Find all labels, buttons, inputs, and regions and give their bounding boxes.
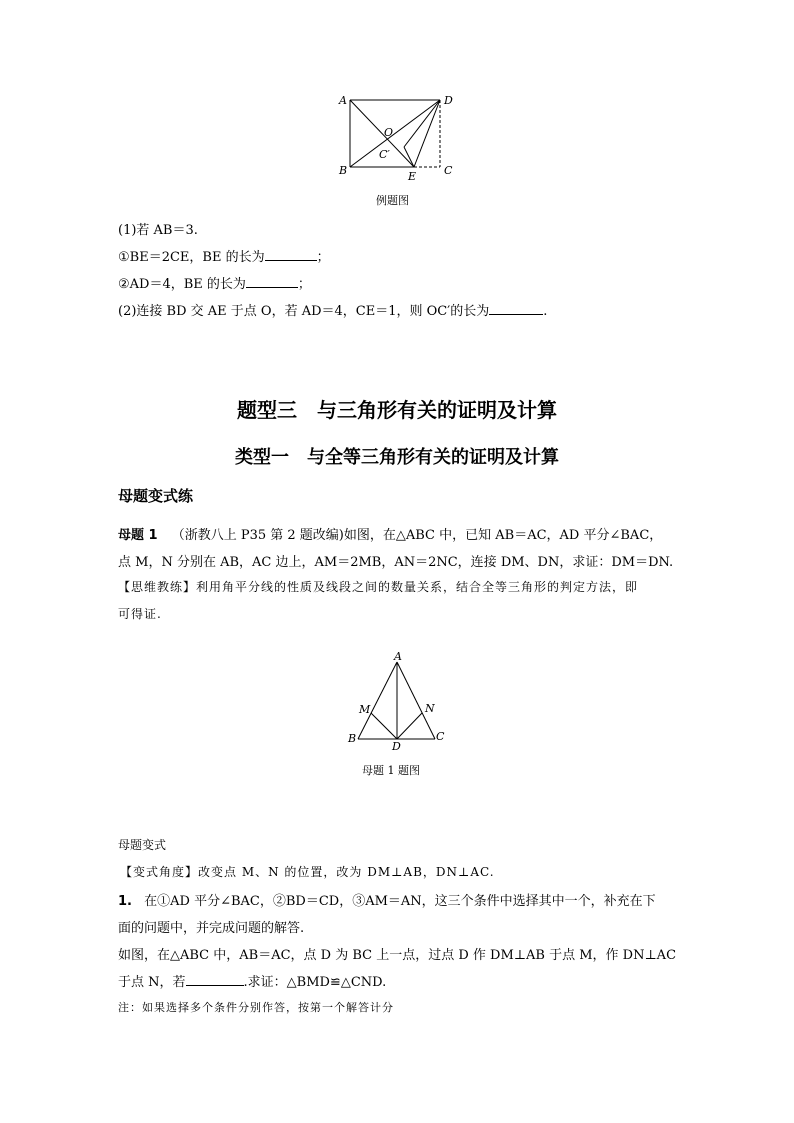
label-c-prime: C′ xyxy=(379,148,390,161)
segment-dn xyxy=(397,713,422,739)
part1-line1: (1)若 AB＝3. xyxy=(118,223,198,238)
variant-q-line4-end: .求证：△BMD≌△CND. xyxy=(243,975,387,990)
problem1-line1 xyxy=(118,524,662,543)
label-o: O xyxy=(384,126,394,139)
problem1-text1: （浙教八上 P35 第 2 题改编)如图，在△ABC 中，已知 AB＝AC，AD 平分∠BAC， xyxy=(171,528,663,543)
problem1-label: 母题 1 xyxy=(118,528,158,543)
part1-line2-end: ； xyxy=(316,250,330,265)
part2-line-text: (2)连接 BD 交 AE 于点 O，若 AD＝4，CE＝1，则 OC′的长为 xyxy=(118,304,490,319)
problem1-line2: 点 M，N 分别在 AB，AC 边上，AM＝2MB，AN＝2NC，连接 DM、DN，求证：DM＝DN. xyxy=(118,555,674,570)
part1-line2-text: ①BE＝2CE，BE 的长为 xyxy=(118,250,265,265)
page-title: 题型三 与三角形有关的证明及计算 xyxy=(237,398,557,422)
answer-blank-2[interactable] xyxy=(246,275,298,288)
label-a2: A xyxy=(394,650,402,663)
example-figure xyxy=(330,90,470,185)
part1-line2 xyxy=(118,246,330,265)
variant-q-line4-text: 于点 N，若 xyxy=(118,975,186,990)
label-n: N xyxy=(425,702,435,715)
variant-q-text1: 在①AD 平分∠BAC，②BD＝CD，③AM＝AN，这三个条件中选择其中一个，补充在下 xyxy=(144,894,656,909)
segment-dm xyxy=(371,713,397,739)
part2-line-end: . xyxy=(543,304,548,319)
segment-ac2 xyxy=(397,662,435,739)
answer-blank-1[interactable] xyxy=(265,248,317,261)
part2-line xyxy=(118,300,547,319)
segment-ab2 xyxy=(358,662,397,739)
label-d: D xyxy=(444,94,453,107)
think-line1: 【思维教练】利用角平分线的性质及线段之间的数量关系，结合全等三角形的判定方法，即 xyxy=(118,580,639,594)
variant-q-line2: 面的问题中，并完成问题的解答. xyxy=(118,921,305,936)
segment-dcp xyxy=(404,100,440,147)
label-c: C xyxy=(444,164,453,177)
problem1-figure xyxy=(340,650,455,755)
label-e: E xyxy=(408,170,417,183)
label-d2: D xyxy=(392,740,401,753)
part1-line3-text: ②AD＝4，BE 的长为 xyxy=(118,277,246,292)
variant-q-number: 1. xyxy=(118,894,132,909)
segment-cpe xyxy=(404,147,414,167)
label-m: M xyxy=(359,703,371,716)
variant-note: 注：如果选择多个条件分别作答，按第一个解答计分 xyxy=(118,1001,394,1014)
variant-angle: 【变式角度】改变点 M、N 的位置，改为 DM⊥AB，DN⊥AC. xyxy=(120,865,495,879)
variant-heading: 母题变式 xyxy=(118,838,167,852)
variant-q-line4 xyxy=(118,971,386,990)
label-b2: B xyxy=(348,732,357,745)
figure1-caption: 例题图 xyxy=(376,194,409,207)
think-line2: 可得证. xyxy=(118,607,162,621)
part1-line3-end: ； xyxy=(297,277,311,292)
part1-line3 xyxy=(118,273,311,292)
page-subtitle: 类型一 与全等三角形有关的证明及计算 xyxy=(235,447,559,468)
variant-q-line1 xyxy=(118,890,656,909)
figure2-caption: 母题 1 题图 xyxy=(362,764,420,777)
label-c2: C xyxy=(436,730,445,743)
label-a: A xyxy=(339,94,347,107)
answer-blank-3[interactable] xyxy=(489,302,543,315)
label-b: B xyxy=(339,164,348,177)
answer-blank-4[interactable] xyxy=(186,973,244,986)
variant-q-line3: 如图，在△ABC 中，AB＝AC，点 D 为 BC 上一点，过点 D 作 DM⊥AB 于点 M，作 DN⊥AC xyxy=(118,948,677,963)
section-heading: 母题变式练 xyxy=(118,487,194,505)
